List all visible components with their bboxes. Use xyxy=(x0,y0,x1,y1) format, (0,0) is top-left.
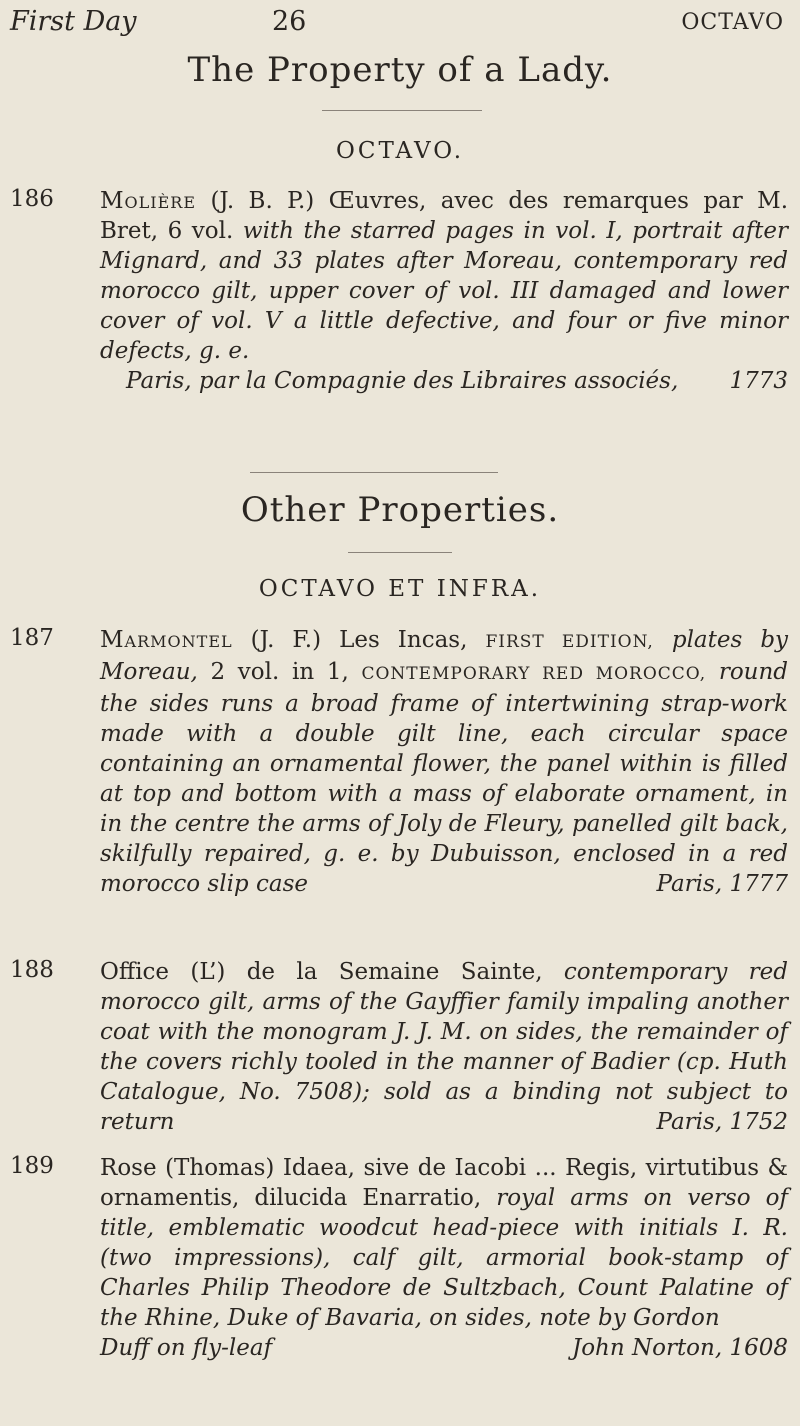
running-head-day: First Day xyxy=(10,6,137,37)
lot-author: Marmontel xyxy=(100,627,233,653)
divider-rule xyxy=(322,110,482,111)
lot-imprint-publisher: Paris, par la Compagnie des Libraires associés, xyxy=(126,368,679,394)
lot-volumes: 2 vol. in 1, xyxy=(210,659,349,685)
lot-imprint xyxy=(100,366,788,396)
lot-details: plates by Moreau, xyxy=(100,627,789,685)
lot-title: (J. F.) Les Incas, xyxy=(250,627,468,653)
lot-title: (J. B. P.) Œuvres, avec des remarques par M. Bret, 6 vol. xyxy=(100,188,789,244)
section-title-lady: The Property of a Lady. xyxy=(187,50,613,90)
lot-details: with the starred pages in vol. I, portrait after Mignard, and 33 plates after Moreau, contemporary red morocco gilt, upper cover of vol. III damaged and lower cover of vol. V a little defective, and four or five minor defects, g. e. xyxy=(100,218,789,364)
lot-provenance-note: Duff on fly-leaf xyxy=(100,1335,273,1361)
lot-description xyxy=(100,957,788,1137)
running-head-format: OCTAVO xyxy=(681,10,784,35)
lot-details: round the sides runs a broad frame of intertwining strap-work made with a double gilt line, each circular space containing an ornamental flower, the panel within is filled at top and bottom with a mass of elaborate ornament, in in the centre the arms of Joly de Fleury, panelled gilt back, skilfully repaired, g. e. by Dubuisson, enclosed in a red morocco slip case xyxy=(100,659,789,897)
lot-imprint-date: Paris, 1777 xyxy=(656,871,788,897)
lot-author: Office (L’) de la Semaine Sainte, xyxy=(100,959,543,985)
divider-rule xyxy=(348,552,452,553)
lot-number: 187 xyxy=(10,625,54,651)
lot-imprint-date: Paris, 1752 xyxy=(656,1109,788,1135)
lot-entry xyxy=(10,186,788,396)
section-title-other: Other Properties. xyxy=(240,490,560,530)
lot-entry xyxy=(10,957,788,1137)
lot-imprint-publisher: John Norton, 1608 xyxy=(571,1335,788,1361)
section-subheading-octavo-infra: OCTAVO ET INFRA. xyxy=(258,576,542,602)
divider-rule xyxy=(250,472,498,473)
lot-description xyxy=(100,1153,788,1363)
lot-imprint xyxy=(100,1333,788,1363)
lot-description xyxy=(100,186,788,396)
lot-author: Molière xyxy=(100,188,197,214)
lot-author: Rose (Thomas) Idaea, sive de Iacobi ... Regis, virtutibus & ornamentis, dilucida Enarratio, xyxy=(100,1155,788,1211)
lot-details: contemporary red morocco gilt, arms of the Gayffier family impaling another coat with the monogram J. J. M. on sides, the remainder of the covers richly tooled in the manner of Badier (cp. Huth Catalogue, No. 7508); sold as a binding not subject to return xyxy=(100,959,788,1135)
lot-description xyxy=(100,625,788,899)
lot-number: 186 xyxy=(10,186,54,212)
lot-number: 188 xyxy=(10,957,54,983)
section-subheading-octavo: OCTAVO. xyxy=(335,138,465,164)
page-header xyxy=(10,6,784,46)
page-number: 26 xyxy=(272,6,307,37)
lot-binding: CONTEMPORARY RED MOROCCO, xyxy=(361,664,707,684)
lot-entry xyxy=(10,1153,788,1363)
lot-details: royal arms on verso of title, emblematic woodcut head-piece with initials I. R. (two impressions), calf gilt, armorial book-stamp of Charles Philip Theodore de Sultzbach, Count Palatine of the Rhine, Duke of Bavaria, on sides, note by Gordon xyxy=(100,1185,788,1331)
lot-imprint-date: 1773 xyxy=(729,368,788,394)
lot-entry xyxy=(10,625,788,899)
first-edition-note: FIRST EDITION, xyxy=(485,632,654,652)
lot-number: 189 xyxy=(10,1153,54,1179)
